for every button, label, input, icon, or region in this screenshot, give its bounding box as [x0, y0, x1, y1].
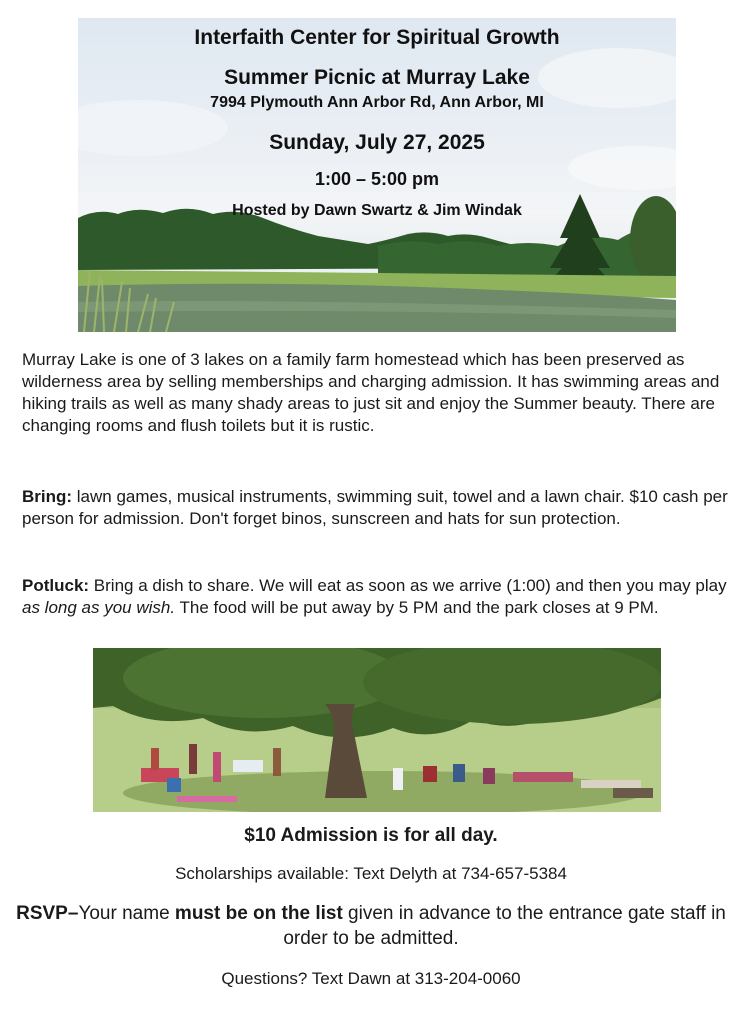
potluck-text-end: The food will be put away by 5 PM and the park closes at 9 PM.: [175, 598, 659, 617]
rsvp-emphasis: must be on the list: [174, 903, 343, 924]
event-title: Summer Picnic at Murray Lake: [224, 66, 530, 89]
rsvp-label: RSVP: [16, 903, 68, 924]
event-hosts: Hosted by Dawn Swartz & Jim Windak: [232, 202, 522, 219]
admission-note: $10 Admission is for all day.: [244, 825, 498, 846]
lake-photo-header: [78, 18, 676, 332]
picnic-photo: [93, 648, 661, 812]
rsvp-notice: [0, 901, 742, 951]
questions-contact: Questions? Text Dawn at 313-204-0060: [221, 969, 521, 988]
rsvp-text-end: given in advance to the entrance gate staff in order to be admitted.: [283, 903, 726, 949]
event-time: 1:00 – 5:00 pm: [314, 169, 440, 189]
lake-description: Murray Lake is one of 3 lakes on a family farm homestead which has been preserved as wilderness area by selling memberships and charging admission. It has swimming areas and hiking trails as well as many shady areas to just sit and enjoy the Summer beauty. There are changing rooms and flush toilets but it is rustic.: [22, 350, 720, 435]
event-date: Sunday, July 27, 2025: [269, 131, 485, 154]
scholarship-contact: Scholarships available: Text Delyth at 734-657-5384: [175, 864, 567, 883]
bring-label: Bring:: [22, 487, 73, 506]
potluck-paragraph: [22, 575, 732, 619]
bring-paragraph: [22, 486, 732, 530]
bring-text: lawn games, musical instruments, swimming suit, towel and a lawn chair. $10 cash per person for admission. Don't forget binos, sunscreen and hats for sun protection.: [22, 487, 728, 528]
rsvp-dash: –: [67, 903, 79, 924]
picnic-under-tree-image: [93, 648, 661, 812]
organization-title: Interfaith Center for Spiritual Growth: [194, 26, 560, 49]
rsvp-text-start: Your name: [78, 903, 175, 924]
potluck-label: Potluck:: [22, 576, 90, 595]
potluck-text-start: Bring a dish to share. We will eat as soon as we arrive (1:00) and then you may play: [89, 576, 727, 595]
event-address: 7994 Plymouth Ann Arbor Rd, Ann Arbor, MI: [210, 94, 544, 111]
potluck-emphasis: as long as you wish.: [22, 598, 176, 617]
